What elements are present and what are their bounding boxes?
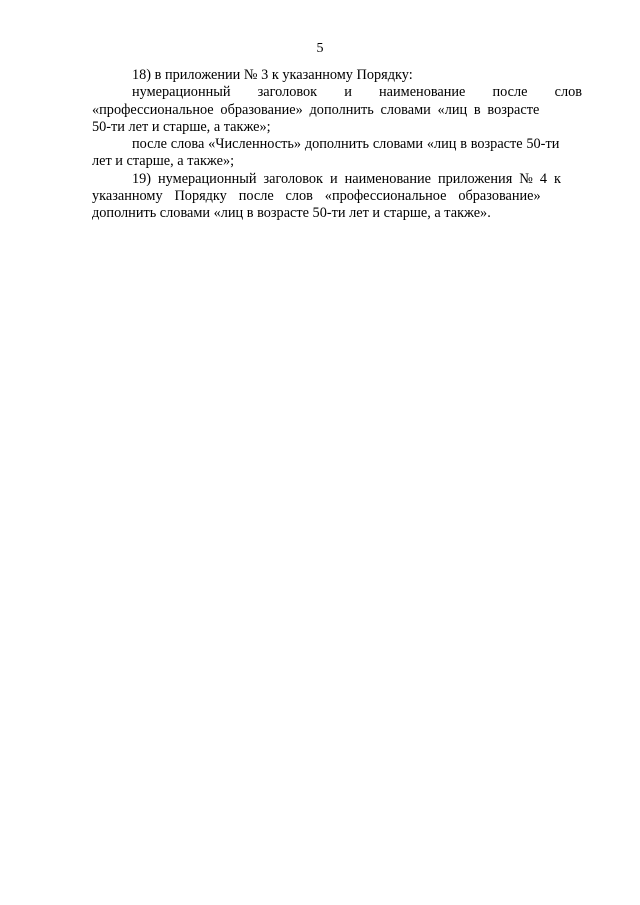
paragraph-item-18-line-1 (92, 84, 582, 101)
paragraph-item-18-line-2: «профессиональное образование» дополнить словами «лиц в возрасте (92, 101, 540, 118)
paragraph-item-18-line-3: 50-ти лет и старше, а также»; (92, 118, 271, 135)
document-body (92, 67, 582, 223)
paragraph-item-18-intro: 18) в приложении № 3 к указанному Порядку: (132, 67, 413, 83)
word: нумерационный (132, 84, 231, 101)
page-number: 5 (316, 41, 324, 56)
word: и (344, 84, 352, 101)
paragraph-item-18b-line-2: лет и старше, а также»; (92, 153, 235, 170)
word: наименование (379, 84, 466, 101)
paragraph-item-19-line-2: указанному Порядку после слов «профессиональное образование» (92, 188, 541, 205)
paragraph-item-19-line-3: дополнить словами «лиц в возрасте 50-ти лет и старше, а также». (92, 205, 491, 222)
word: после (492, 84, 528, 101)
paragraph-item-18b-line-1: после слова «Численность» дополнить словами «лиц в возрасте 50-ти (132, 136, 560, 153)
word: слов (554, 84, 582, 101)
paragraph-item-19-line-1: 19) нумерационный заголовок и наименование приложения № 4 к (132, 170, 561, 187)
word: заголовок (257, 84, 318, 101)
